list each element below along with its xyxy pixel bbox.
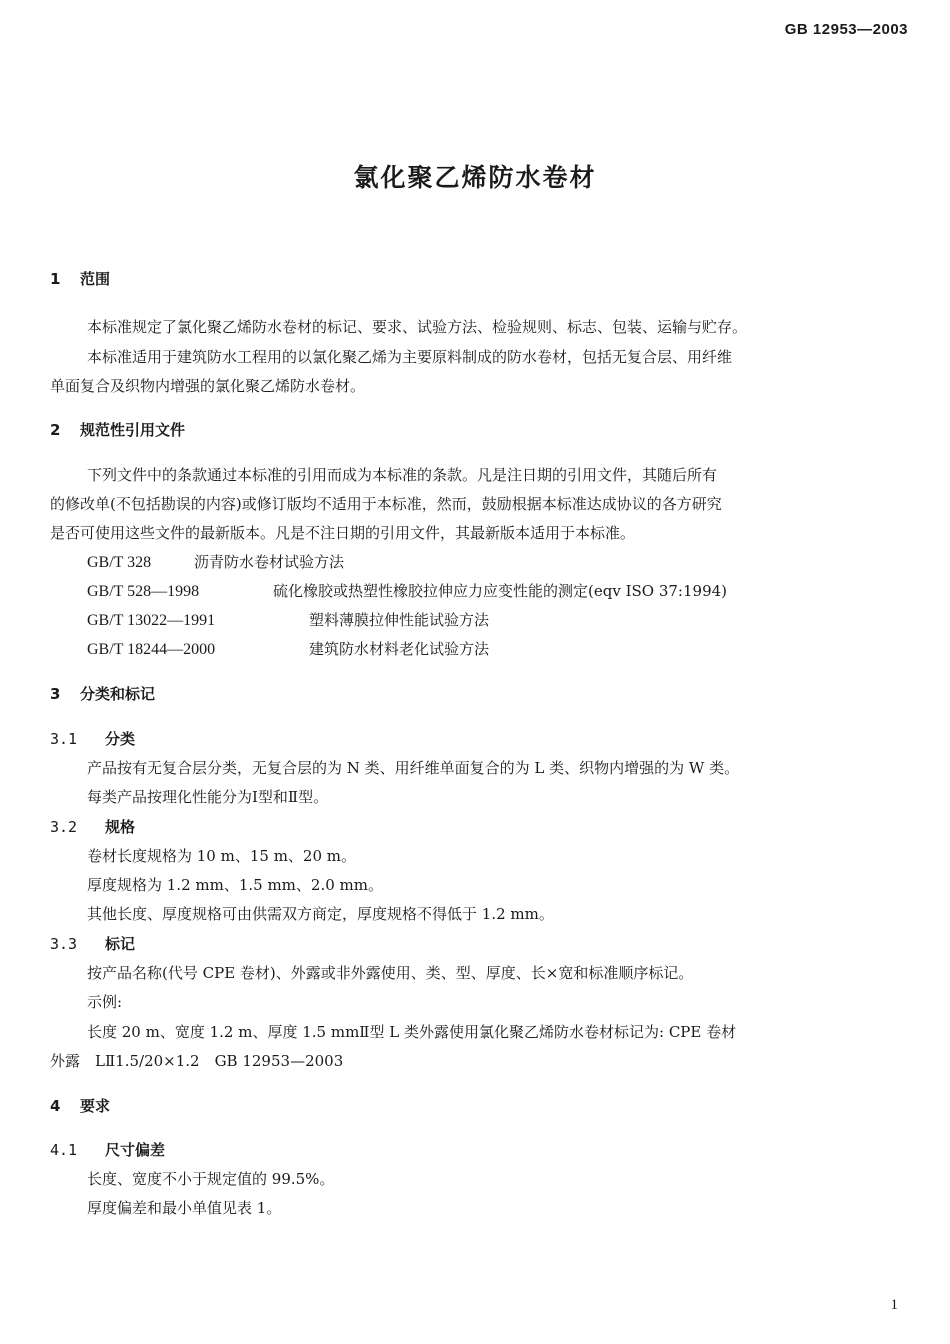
section-2-heading (50, 419, 185, 440)
paragraph: 本标准适用于建筑防水工程用的以氯化聚乙烯为主要原料制成的防水卷材，包括无复合层、用纤维 (87, 348, 733, 366)
reference-code: GB/T 528—1998 (87, 583, 200, 600)
paragraph: 卷材长度规格为 10 m、15 m、20 m。 (87, 847, 357, 865)
example-text: 长度 20 m、宽度 1.2 m、厚度 1.5 mmⅡ型 L 类外露使用氯化聚乙烯防水卷材标记为: CPE 卷材 (87, 1023, 737, 1041)
standard-code: GB 12953—2003 (784, 21, 908, 38)
reference-title: 建筑防水材料老化试验方法 (309, 640, 490, 658)
section-title: 规范性引用文件 (80, 421, 186, 439)
paragraph: 厚度规格为 1.2 mm、1.5 mm、2.0 mm。 (87, 876, 383, 894)
subsection-number: 3.1 (50, 730, 78, 748)
reference-title: 沥青防水卷材试验方法 (194, 553, 345, 571)
reference-item (87, 638, 489, 659)
section-number: 4 (50, 1097, 61, 1115)
subsection-3-3-heading (50, 933, 135, 954)
section-number: 3 (50, 685, 61, 703)
example-label: 示例: (87, 993, 123, 1011)
page-number: 1 (890, 1297, 898, 1313)
paragraph: 长度、宽度不小于规定值的 99.5%。 (87, 1170, 335, 1188)
section-1-heading (50, 268, 110, 289)
paragraph: 按产品名称(代号 CPE 卷材)、外露或非外露使用、类、型、厚度、长×宽和标准顺序标记。 (87, 964, 694, 982)
paragraph-continuation: 单面复合及织物内增强的氯化聚乙烯防水卷材。 (50, 377, 366, 395)
section-4-heading (50, 1095, 110, 1116)
reference-code: GB/T 18244—2000 (87, 641, 216, 658)
subsection-number: 3.2 (50, 818, 78, 836)
section-number: 1 (50, 270, 61, 288)
paragraph: 其他长度、厚度规格可由供需双方商定，厚度规格不得低于 1.2 mm。 (87, 905, 554, 923)
subsection-4-1-heading (50, 1139, 165, 1160)
reference-code: GB/T 328 (87, 554, 152, 571)
paragraph: 厚度偏差和最小单值见表 1。 (87, 1199, 282, 1217)
reference-title: 硫化橡胶或热塑性橡胶拉伸应力应变性能的测定(eqv ISO 37:1994) (273, 582, 728, 600)
section-title: 要求 (80, 1097, 111, 1115)
subsection-number: 3.3 (50, 935, 78, 953)
document-title: 氯化聚乙烯防水卷材 (353, 163, 597, 192)
paragraph-continuation: 是否可使用这些文件的最新版本。凡是不注日期的引用文件，其最新版本适用于本标准。 (50, 524, 636, 542)
subsection-title: 规格 (105, 818, 136, 836)
subsection-title: 尺寸偏差 (105, 1141, 166, 1159)
paragraph: 每类产品按理化性能分为Ⅰ型和Ⅱ型。 (87, 788, 329, 806)
subsection-title: 标记 (105, 935, 136, 953)
example-text-continuation: 外露 LⅡ1.5/20×1.2 GB 12953—2003 (50, 1052, 344, 1070)
subsection-number: 4.1 (50, 1141, 78, 1159)
paragraph: 下列文件中的条款通过本标准的引用而成为本标准的条款。凡是注日期的引用文件，其随后所有 (87, 466, 718, 484)
subsection-3-1-heading (50, 728, 135, 749)
paragraph: 产品按有无复合层分类，无复合层的为 N 类、用纤维单面复合的为 L 类、织物内增强的为 W 类。 (87, 759, 740, 777)
section-3-heading (50, 683, 155, 704)
reference-item (87, 609, 489, 630)
reference-code: GB/T 13022—1991 (87, 612, 216, 629)
section-number: 2 (50, 421, 61, 439)
reference-item (87, 551, 344, 572)
section-title: 范围 (80, 270, 111, 288)
paragraph: 本标准规定了氯化聚乙烯防水卷材的标记、要求、试验方法、检验规则、标志、包装、运输与贮存。 (87, 318, 748, 336)
subsection-3-2-heading (50, 816, 135, 837)
subsection-title: 分类 (105, 730, 136, 748)
reference-title: 塑料薄膜拉伸性能试验方法 (309, 611, 490, 629)
section-title: 分类和标记 (80, 685, 156, 703)
paragraph-continuation: 的修改单(不包括勘误的内容)或修订版均不适用于本标准，然而，鼓励根据本标准达成协议的各方研究 (50, 495, 722, 513)
reference-item (87, 580, 727, 601)
